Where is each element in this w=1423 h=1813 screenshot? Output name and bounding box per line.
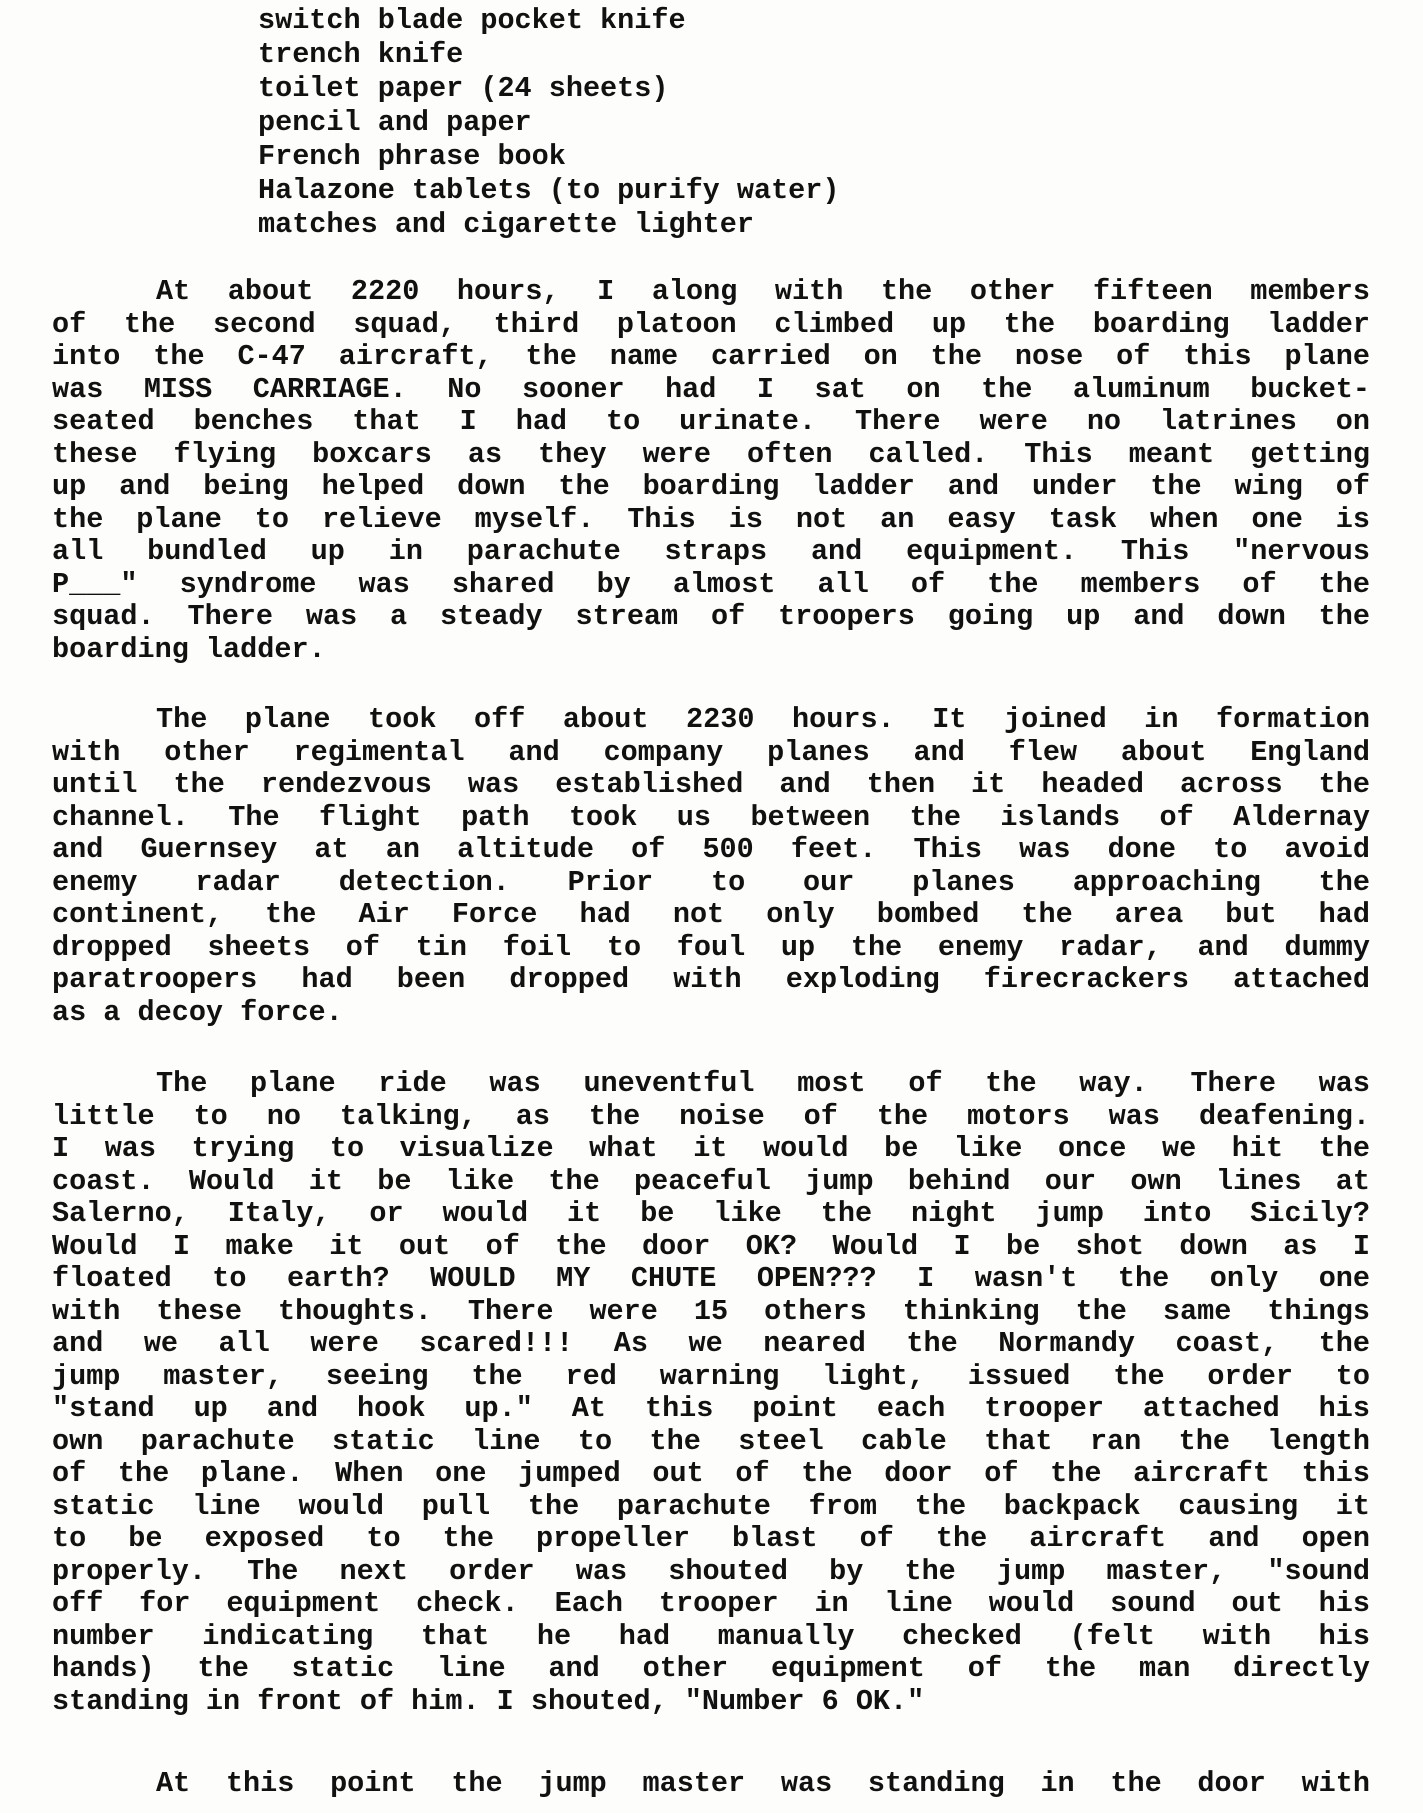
text-line: At this point the jump master was standing in the door with xyxy=(156,1768,1370,1800)
text-line: paratroopers had been dropped with exploding firecrackers attached xyxy=(52,964,1370,996)
text-line: and Guernsey at an altitude of 500 feet. This was done to avoid xyxy=(52,834,1370,866)
list-item: toilet paper (24 sheets) xyxy=(258,72,669,105)
list-item: French phrase book xyxy=(258,140,566,173)
text-line: and we all were scared!!! As we neared the Normandy coast, the xyxy=(52,1328,1370,1360)
list-item: trench knife xyxy=(258,38,464,71)
paragraph-jump-master xyxy=(52,1768,1370,1801)
text-line: Salerno, Italy, or would it be like the night jump into Sicily? xyxy=(52,1198,1370,1230)
text-line: At about 2220 hours, I along with the other fifteen members xyxy=(156,276,1370,308)
text-line: off for equipment check. Each trooper in line would sound out his xyxy=(52,1588,1370,1620)
text-line: P___" syndrome was shared by almost all of the members of the xyxy=(52,568,1370,601)
text-line: hands) the static line and other equipment of the man directly xyxy=(52,1653,1370,1685)
text-line: static line would pull the parachute from the backpack causing it xyxy=(52,1490,1370,1523)
text-line: these flying boxcars as they were often called. This meant getting xyxy=(52,438,1370,471)
text-line: jump master, seeing the red warning light, issued the order to xyxy=(52,1360,1370,1393)
text-line: as a decoy force. xyxy=(52,996,343,1029)
text-line: Would I make it out of the door OK? Would I be shot down as I xyxy=(52,1230,1370,1263)
text-line: enemy radar detection. Prior to our planes approaching the xyxy=(52,866,1370,899)
text-line: squad. There was a steady stream of troopers going up and down the xyxy=(52,601,1370,633)
list-item: switch blade pocket knife xyxy=(258,4,686,37)
text-line: into the C-47 aircraft, the name carried on the nose of this plane xyxy=(52,341,1370,373)
text-line: all bundled up in parachute straps and equipment. This "nervous xyxy=(52,536,1370,568)
text-line: up and being helped down the boarding ladder and under the wing of xyxy=(52,471,1370,503)
text-line: I was trying to visualize what it would be like once we hit the xyxy=(52,1133,1370,1165)
text-line: channel. The flight path took us between the islands of Aldernay xyxy=(52,801,1370,834)
text-line: coast. Would it be like the peaceful jump behind our own lines at xyxy=(52,1165,1370,1198)
text-line: the plane to relieve myself. This is not an easy task when one is xyxy=(52,503,1370,536)
text-line: The plane ride was uneventful most of the way. There was xyxy=(156,1068,1370,1100)
list-item: matches and cigarette lighter xyxy=(258,208,754,241)
text-line: number indicating that he had manually checked (felt with his xyxy=(52,1620,1370,1653)
text-line: little to no talking, as the noise of the motors was deafening. xyxy=(52,1100,1370,1133)
text-line: was MISS CARRIAGE. No sooner had I sat on the aluminum bucket- xyxy=(52,373,1370,406)
text-line: floated to earth? WOULD MY CHUTE OPEN??? I wasn't the only one xyxy=(52,1263,1370,1295)
list-item: pencil and paper xyxy=(258,106,532,139)
text-line: until the rendezvous was established and then it headed across the xyxy=(52,769,1370,801)
text-line: continent, the Air Force had not only bombed the area but had xyxy=(52,899,1370,931)
text-line: properly. The next order was shouted by the jump master, "sound xyxy=(52,1555,1370,1588)
text-line: with other regimental and company planes and flew about England xyxy=(52,736,1370,769)
text-line: with these thoughts. There were 15 others thinking the same things xyxy=(52,1295,1370,1328)
text-line: seated benches that I had to urinate. There were no latrines on xyxy=(52,406,1370,438)
text-line: boarding ladder. xyxy=(52,633,326,666)
paragraph-plane-ride xyxy=(52,1068,1370,1718)
equipment-list xyxy=(258,4,840,242)
text-line: own parachute static line to the steel cable that ran the length xyxy=(52,1425,1370,1458)
text-line: standing in front of him. I shouted, "Number 6 OK." xyxy=(52,1685,925,1718)
text-line: to be exposed to the propeller blast of the aircraft and open xyxy=(52,1523,1370,1555)
text-line: The plane took off about 2230 hours. It joined in formation xyxy=(156,704,1370,736)
paragraph-takeoff xyxy=(52,704,1370,1029)
text-line: dropped sheets of tin foil to foul up the enemy radar, and dummy xyxy=(52,931,1370,964)
text-line: of the plane. When one jumped out of the door of the aircraft this xyxy=(52,1458,1370,1490)
list-item: Halazone tablets (to purify water) xyxy=(258,174,840,207)
text-line: of the second squad, third platoon climbed up the boarding ladder xyxy=(52,308,1370,341)
text-line: "stand up and hook up." At this point each trooper attached his xyxy=(52,1393,1370,1425)
paragraph-boarding xyxy=(52,276,1370,666)
